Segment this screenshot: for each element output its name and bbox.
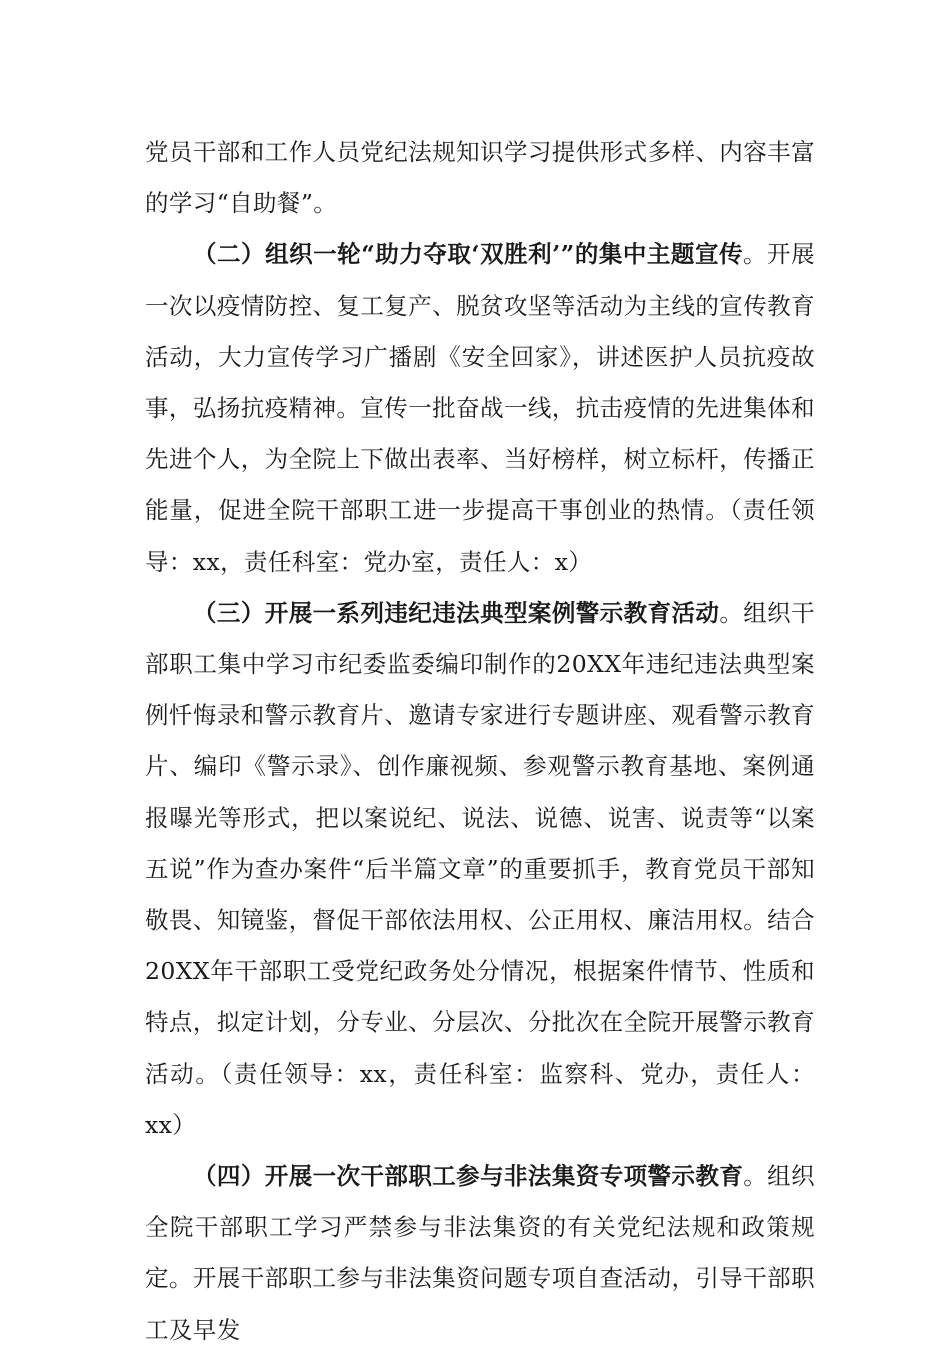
- paragraph-section-2: [145, 229, 815, 587]
- paragraph-section-3: [145, 588, 815, 1151]
- paragraph-continuation: [145, 127, 815, 229]
- section-heading: （三）开展一系列违纪违法典型案例警示教育活动: [193, 598, 720, 627]
- paragraph-text: 。组织干部职工集中学习市纪委监委编印制作的20XX年违纪违法典型案例忏悔录和警示教育片、邀请专家进行专题讲座、观看警示教育片、编印《警示录》、创作廉视频、参观警示教育基地、案例通报曝光等形式，把以案说纪、说法、说德、说害、说责等“以案五说”作为查办案件“后半篇文章”的重要抓手，教育党员干部知敬畏、知镜鉴，督促干部依法用权、公正用权、廉洁用权。结合20XX年干部职工受党纪政务处分情况，根据案件情节、性质和特点，拟定计划，分专业、分层次、分批次在全院开展警示教育活动。（责任领导：xx，责任科室：监察科、党办，责任人：xx）: [145, 598, 815, 1139]
- section-heading: （二）组织一轮“助力夺取‘双胜利’”的集中主题宣传: [193, 240, 744, 269]
- document-body: [145, 127, 815, 1356]
- section-heading: （四）开展一次干部职工参与非法集资专项警示教育: [193, 1162, 744, 1191]
- paragraph-text: 。组织全院干部职工学习严禁参与非法集资的有关党纪法规和政策规定。开展干部职工参与非法集资问题专项自查活动，引导干部职工及早发: [145, 1162, 815, 1344]
- paragraph-section-4: [145, 1151, 815, 1356]
- paragraph-text: 。开展一次以疫情防控、复工复产、脱贫攻坚等活动为主线的宣传教育活动，大力宣传学习广播剧《安全回家》，讲述医护人员抗疫故事，弘扬抗疫精神。宣传一批奋战一线，抗击疫情的先进集体和先进个人，为全院上下做出表率、当好榜样，树立标杆，传播正能量，促进全院干部职工进一步提高干事创业的热情。（责任领导：xx，责任科室：党办室，责任人：x）: [145, 240, 815, 576]
- paragraph-text: 党员干部和工作人员党纪法规知识学习提供形式多样、内容丰富的学习“自助餐”。: [145, 138, 815, 218]
